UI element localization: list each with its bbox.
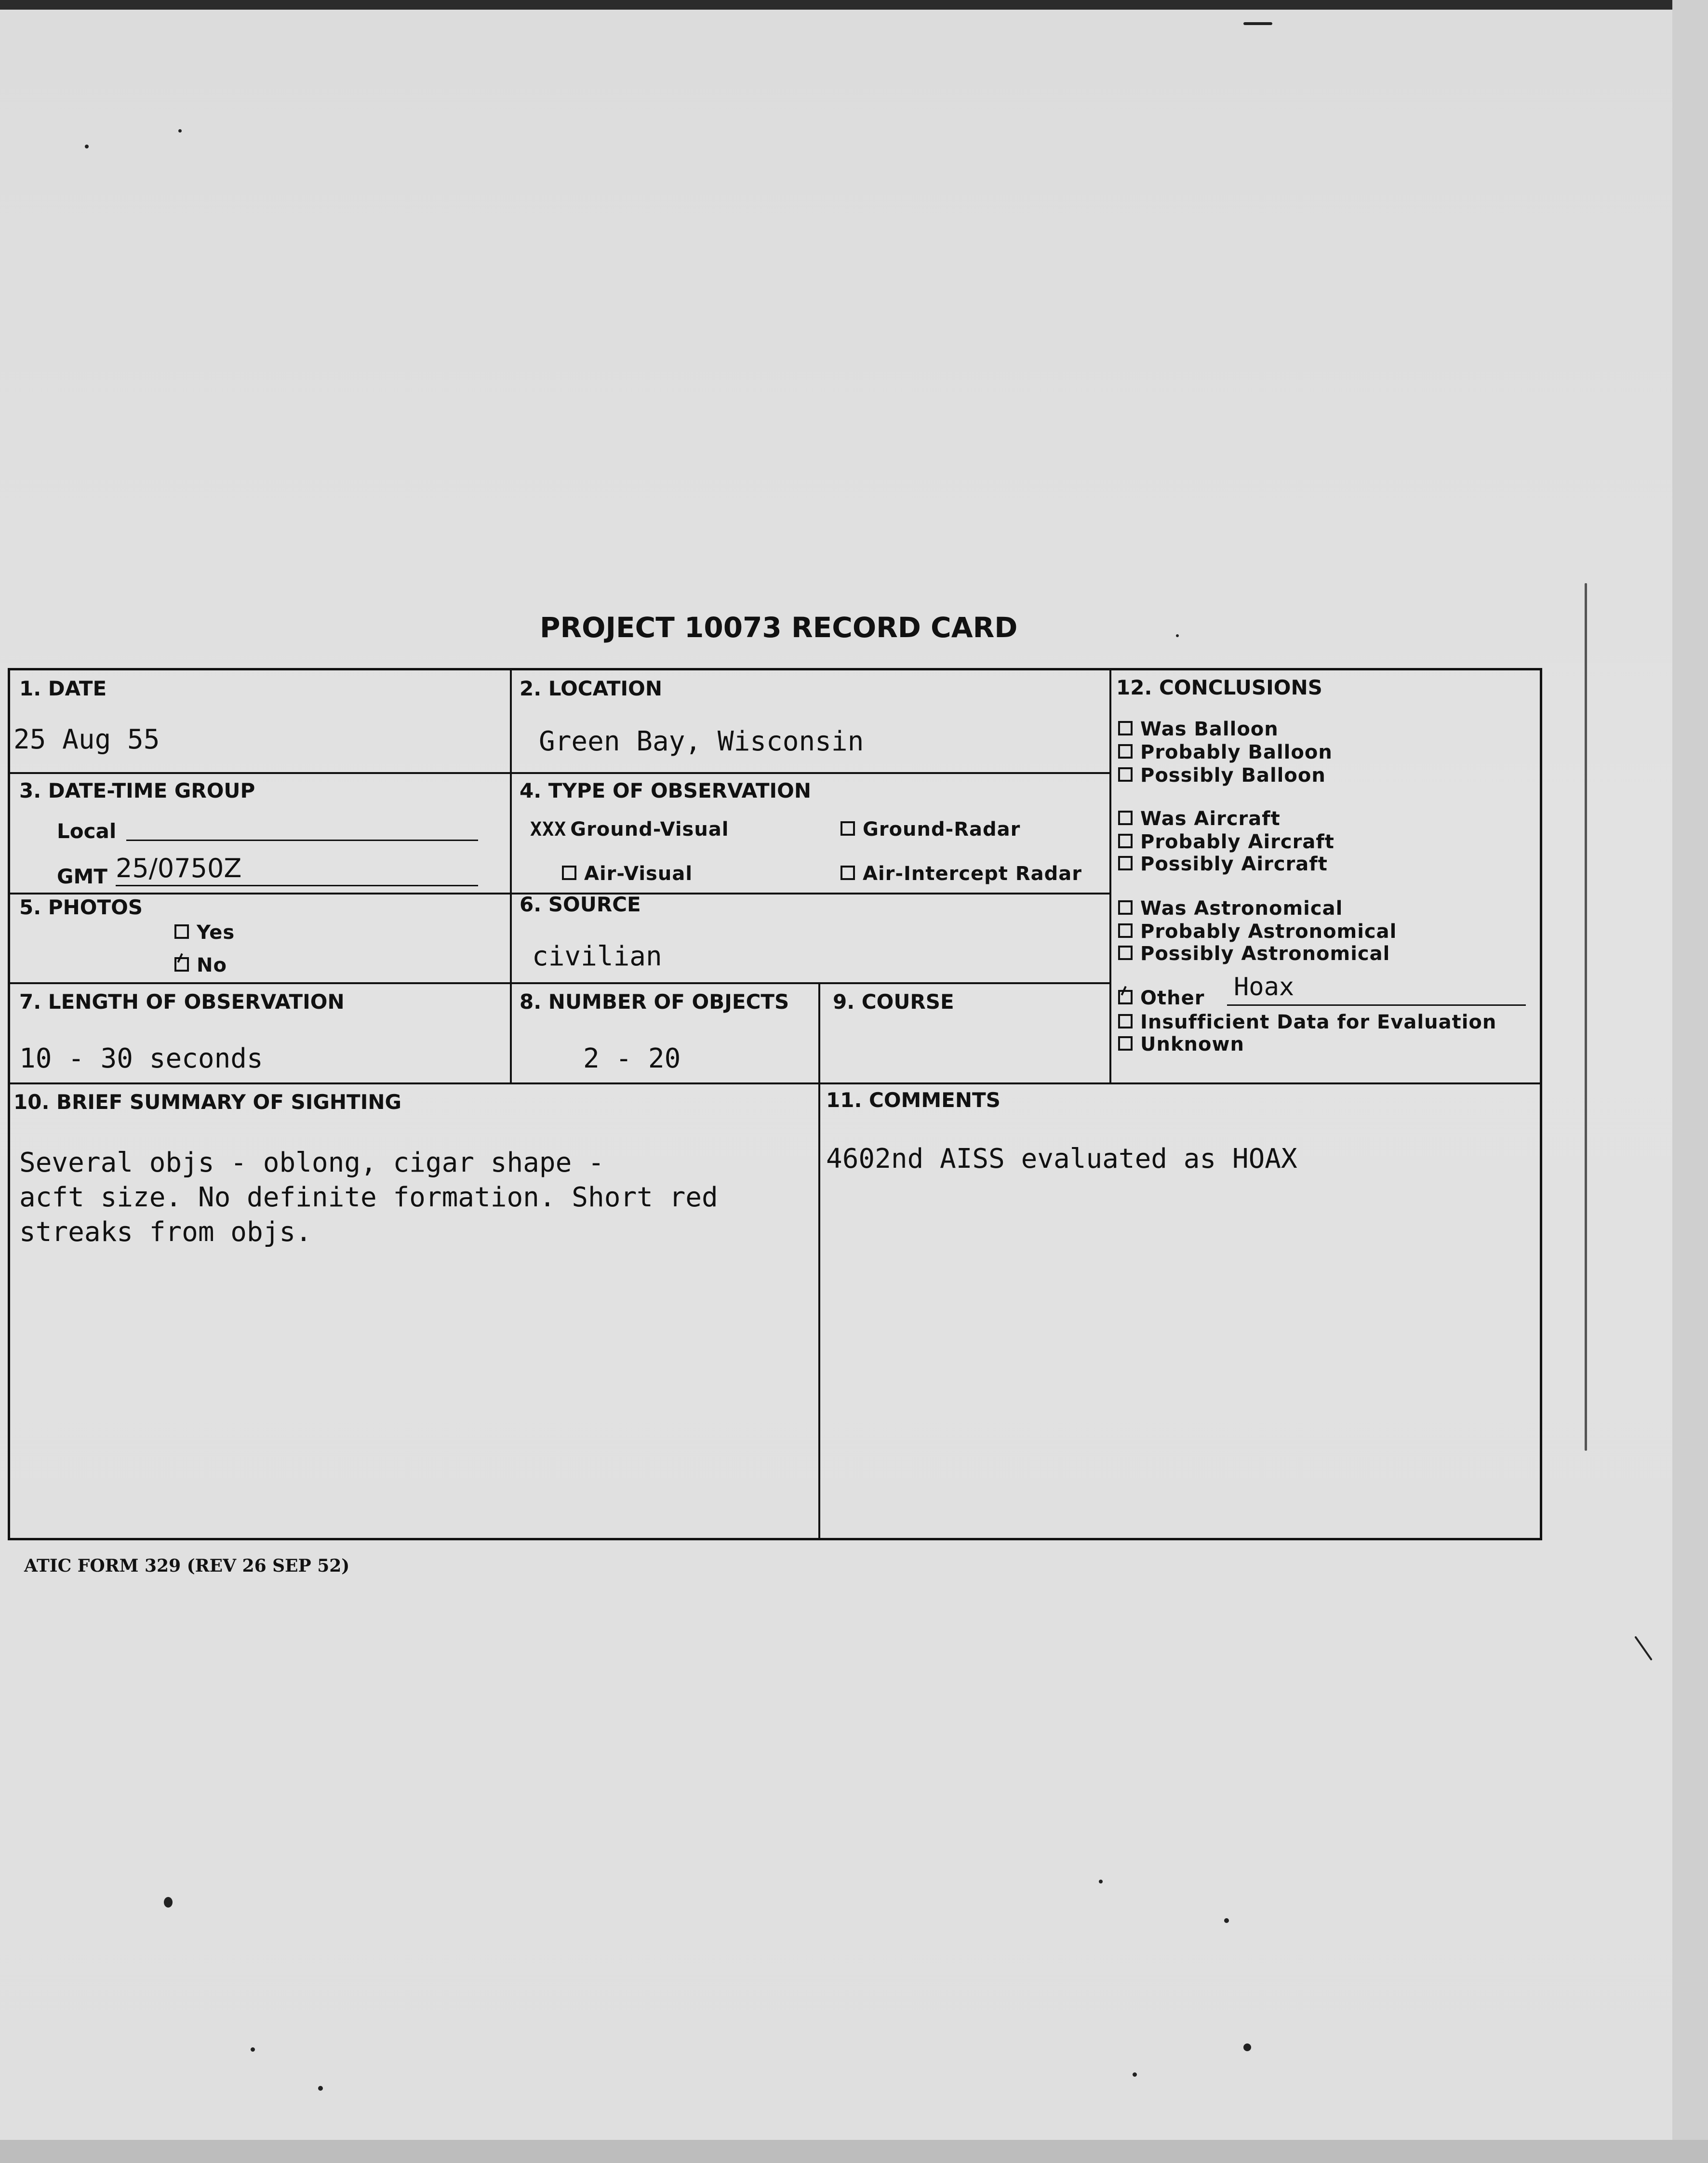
possibly-aircraft-label: Possibly Aircraft: [1140, 853, 1328, 875]
scan-speck: [164, 1897, 173, 1908]
possibly-balloon-label: Possibly Balloon: [1140, 764, 1326, 787]
grid-line: [510, 668, 512, 1082]
scan-speck: [1099, 1880, 1103, 1883]
photos-yes-label: Yes: [197, 921, 235, 944]
conclusion-unknown: [1118, 1033, 1244, 1055]
location-label: 2. LOCATION: [520, 677, 662, 700]
local-time-underline: [126, 840, 478, 841]
ground-radar-checkbox-icon: [841, 821, 855, 836]
type-of-observation-label: 4. TYPE OF OBSERVATION: [520, 779, 812, 802]
course-label: 9. COURSE: [833, 990, 954, 1014]
conclusion-possibly-aircraft: [1118, 853, 1328, 875]
probably-astronomical-checkbox-icon: [1118, 923, 1133, 938]
scan-bottom-edge: [0, 2140, 1708, 2163]
possibly-astronomical-label: Possibly Astronomical: [1140, 943, 1390, 965]
air-intercept-radar-label: Air-Intercept Radar: [863, 863, 1082, 885]
conclusion-was-astronomical: [1118, 897, 1343, 920]
scan-speck: [1176, 634, 1179, 637]
summary-line: streaks from objs.: [19, 1216, 312, 1248]
conclusion-was-balloon: [1118, 718, 1279, 740]
scan-speck: [1224, 1918, 1229, 1923]
grid-line: [8, 982, 1111, 984]
ground-visual-label: Ground-Visual: [570, 818, 729, 841]
possibly-astronomical-checkbox-icon: [1118, 946, 1133, 960]
photos-yes-checkbox-icon: [174, 924, 189, 939]
observation-air-intercept-radar: [841, 863, 1082, 885]
was-balloon-label: Was Balloon: [1140, 718, 1279, 740]
number-of-objects-label: 8. NUMBER OF OBJECTS: [520, 990, 789, 1014]
air-visual-label: Air-Visual: [584, 863, 693, 885]
photos-no-checkbox-icon: [174, 957, 189, 972]
summary-line: Several objs - oblong, cigar shape -: [19, 1147, 604, 1178]
was-aircraft-label: Was Aircraft: [1140, 808, 1281, 830]
probably-balloon-label: Probably Balloon: [1140, 741, 1333, 763]
possibly-balloon-checkbox-icon: [1118, 767, 1133, 782]
date-value: 25 Aug 55: [13, 724, 160, 755]
grid-line: [8, 1082, 1542, 1084]
gmt-underline: [116, 885, 478, 886]
scan-speck: [1243, 22, 1272, 25]
summary-label: 10. BRIEF SUMMARY OF SIGHTING: [13, 1090, 401, 1114]
scan-speck: [1243, 2043, 1251, 2051]
conclusion-probably-aircraft: [1118, 831, 1334, 853]
scan-right-edge: [1672, 0, 1708, 2163]
insufficient-data-label: Insufficient Data for Evaluation: [1140, 1011, 1497, 1033]
source-label: 6. SOURCE: [520, 893, 641, 916]
conclusion-insufficient-data: [1118, 1011, 1496, 1033]
conclusion-probably-astronomical: [1118, 921, 1397, 943]
date-time-group-label: 3. DATE-TIME GROUP: [19, 779, 255, 802]
ground-radar-label: Ground-Radar: [863, 818, 1021, 841]
grid-line: [8, 772, 1111, 774]
probably-balloon-checkbox-icon: [1118, 744, 1133, 759]
unknown-label: Unknown: [1140, 1033, 1244, 1055]
local-time-label: Local: [57, 819, 117, 843]
other-label: Other: [1140, 987, 1205, 1009]
observation-ground-visual: [530, 818, 729, 841]
card-title: PROJECT 10073 RECORD CARD: [540, 611, 1018, 644]
ground-visual-checkmark: XXX: [530, 818, 567, 841]
photos-label: 5. PHOTOS: [19, 895, 143, 919]
was-aircraft-checkbox-icon: [1118, 811, 1133, 825]
observation-ground-radar: [841, 818, 1020, 841]
length-of-observation-label: 7. LENGTH OF OBSERVATION: [19, 990, 345, 1014]
photos-no-label: No: [197, 954, 227, 976]
form-footer: ATIC FORM 329 (REV 26 SEP 52): [24, 1556, 350, 1576]
air-intercept-radar-checkbox-icon: [841, 866, 855, 880]
air-visual-checkbox-icon: [562, 866, 576, 880]
probably-aircraft-checkbox-icon: [1118, 834, 1133, 848]
location-value: Green Bay, Wisconsin: [539, 726, 864, 757]
comments-value: 4602nd AISS evaluated as HOAX: [826, 1143, 1297, 1175]
conclusion-possibly-balloon: [1118, 764, 1326, 787]
photos-yes: [174, 921, 235, 944]
unknown-checkbox-icon: [1118, 1036, 1133, 1051]
date-label: 1. DATE: [19, 677, 107, 700]
length-of-observation-value: 10 - 30 seconds: [19, 1043, 263, 1074]
insufficient-data-checkbox-icon: [1118, 1014, 1133, 1028]
was-astronomical-checkbox-icon: [1118, 900, 1133, 915]
other-value: Hoax: [1234, 973, 1294, 1001]
grid-line: [1109, 668, 1111, 1082]
scan-speck: [1585, 583, 1587, 1451]
conclusions-label: 12. CONCLUSIONS: [1116, 676, 1322, 699]
grid-line: [818, 982, 820, 1082]
gmt-value: 25/0750Z: [116, 853, 242, 883]
conclusion-possibly-astronomical: [1118, 943, 1390, 965]
photos-no: [174, 954, 227, 976]
other-underline: [1227, 1004, 1526, 1006]
scan-speck: [318, 2086, 323, 2091]
scan-speck: [1133, 2072, 1137, 2077]
probably-astronomical-label: Probably Astronomical: [1140, 921, 1397, 943]
observation-air-visual: [562, 863, 693, 885]
was-astronomical-label: Was Astronomical: [1140, 897, 1343, 920]
conclusion-probably-balloon: [1118, 741, 1333, 763]
source-value: civilian: [532, 941, 662, 972]
scan-speck: [178, 129, 182, 133]
scan-speck: [251, 2047, 255, 2052]
gmt-label: GMT: [57, 865, 107, 888]
probably-aircraft-label: Probably Aircraft: [1140, 831, 1334, 853]
possibly-aircraft-checkbox-icon: [1118, 856, 1133, 870]
conclusion-other: [1118, 987, 1204, 1009]
comments-label: 11. COMMENTS: [826, 1088, 1001, 1112]
number-of-objects-value: 2 - 20: [583, 1043, 681, 1074]
conclusion-was-aircraft: [1118, 808, 1281, 830]
summary-line: acft size. No definite formation. Short red: [19, 1182, 718, 1213]
scan-speck: [85, 145, 89, 148]
was-balloon-checkbox-icon: [1118, 721, 1133, 735]
other-checkbox-icon: [1118, 990, 1133, 1004]
